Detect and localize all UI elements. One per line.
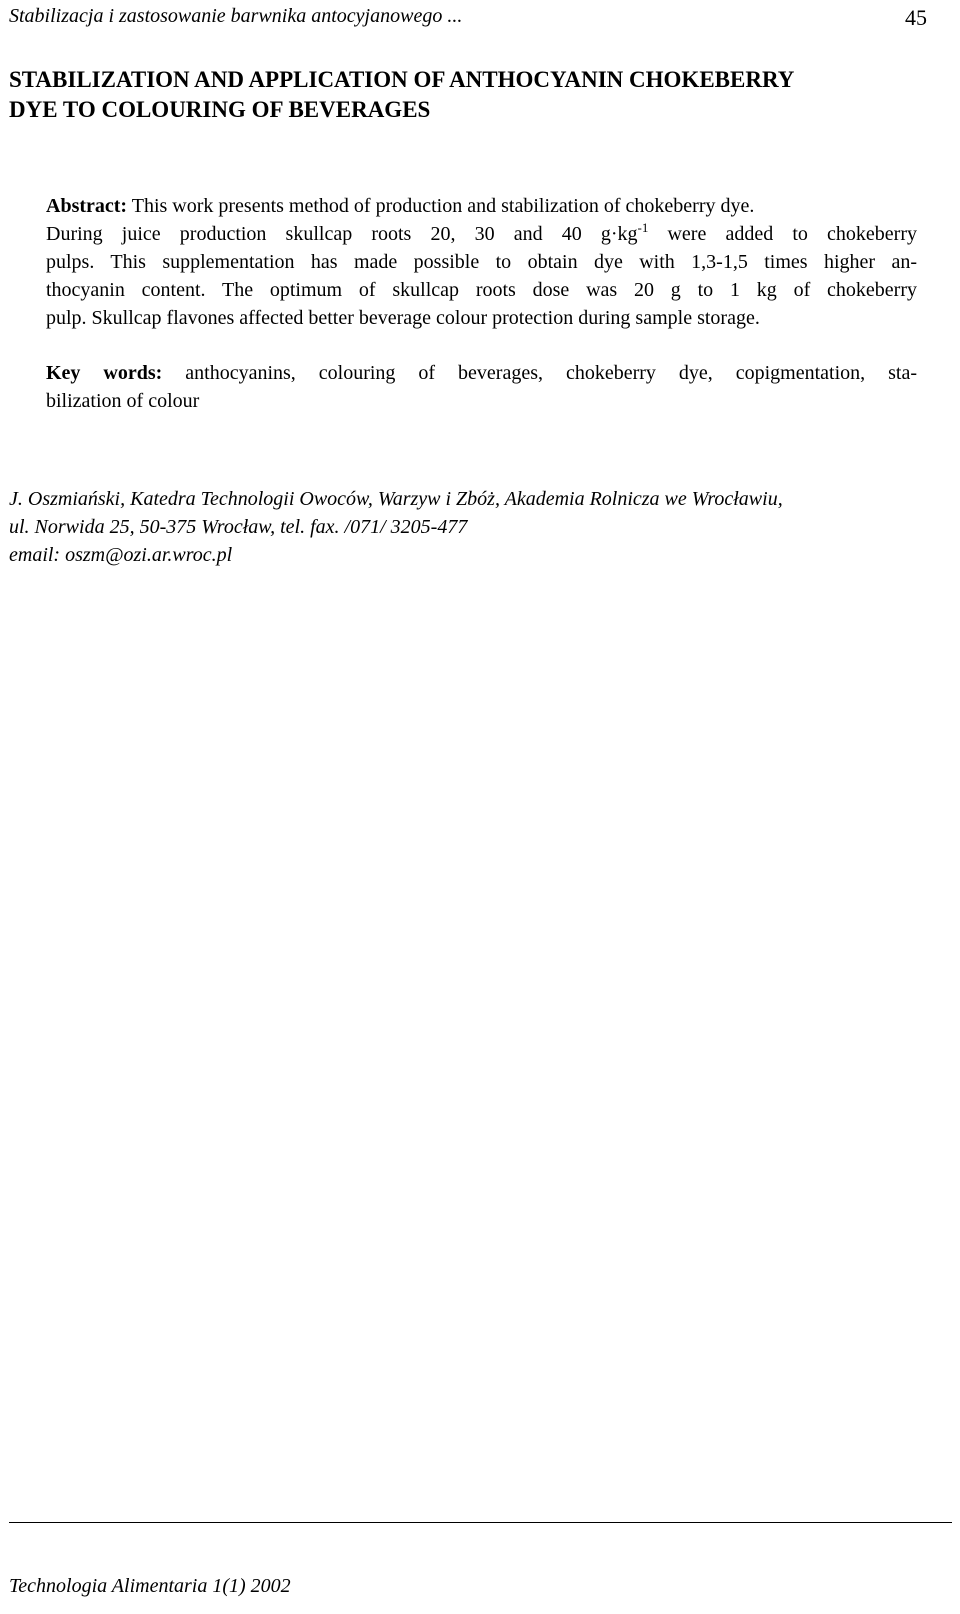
abstract-label: Abstract: [46, 195, 128, 217]
page-number: 45 [905, 5, 927, 30]
running-head-title: Stabilizacja i zastosowanie barwnika antocyjanowego ... [9, 5, 463, 27]
keywords-label: Key words: [46, 362, 163, 384]
affiliation-line-2: ul. Norwida 25, 50-375 Wrocław, tel. fax. /071/ 3205-477 [9, 516, 468, 538]
abstract-line-2-text-b: were added to chokeberry [648, 223, 917, 245]
article-title [9, 65, 949, 125]
abstract-line-1-text: This work presents method of production and stabilization of chokeberry dye. [127, 195, 755, 217]
keywords-line-1-text: anthocyanins, colouring of beverages, chokeberry dye, copigmentation, sta- [162, 362, 917, 384]
affiliation-line-1: J. Oszmiański, Katedra Technologii Owoców, Warzyw i Zbóż, Akademia Rolnicza we Wrocławiu, [9, 488, 783, 510]
keywords-line-2: bilization of colour [46, 390, 200, 412]
keywords-line-1 [46, 359, 917, 387]
abstract-line-3: pulps. This supplementation has made possible to obtain dye with 1,3-1,5 times higher an- [46, 251, 917, 273]
abstract-line-1 [46, 192, 917, 220]
abstract-line-4: thocyanin content. The optimum of skullcap roots dose was 20 g to 1 kg of chokeberry [46, 279, 917, 301]
abstract [46, 192, 917, 332]
unit-superscript: -1 [637, 220, 649, 235]
abstract-line-5: pulp. Skullcap flavones affected better beverage colour protection during sample storage. [46, 307, 760, 329]
article-title-line-1: STABILIZATION AND APPLICATION OF ANTHOCYANIN CHOKEBERRY [9, 67, 795, 92]
abstract-line-2-text-a: During juice production skullcap roots 20, 30 and 40 g·kg [46, 223, 638, 245]
footer-divider [9, 1522, 952, 1523]
author-affiliation [9, 485, 954, 569]
abstract-line-2 [46, 220, 917, 248]
footer-journal-citation: Technologia Alimentaria 1(1) 2002 [9, 1575, 291, 1597]
affiliation-email: email: oszm@ozi.ar.wroc.pl [9, 544, 233, 566]
article-title-line-2: DYE TO COLOURING OF BEVERAGES [9, 97, 431, 122]
keywords [46, 359, 917, 415]
